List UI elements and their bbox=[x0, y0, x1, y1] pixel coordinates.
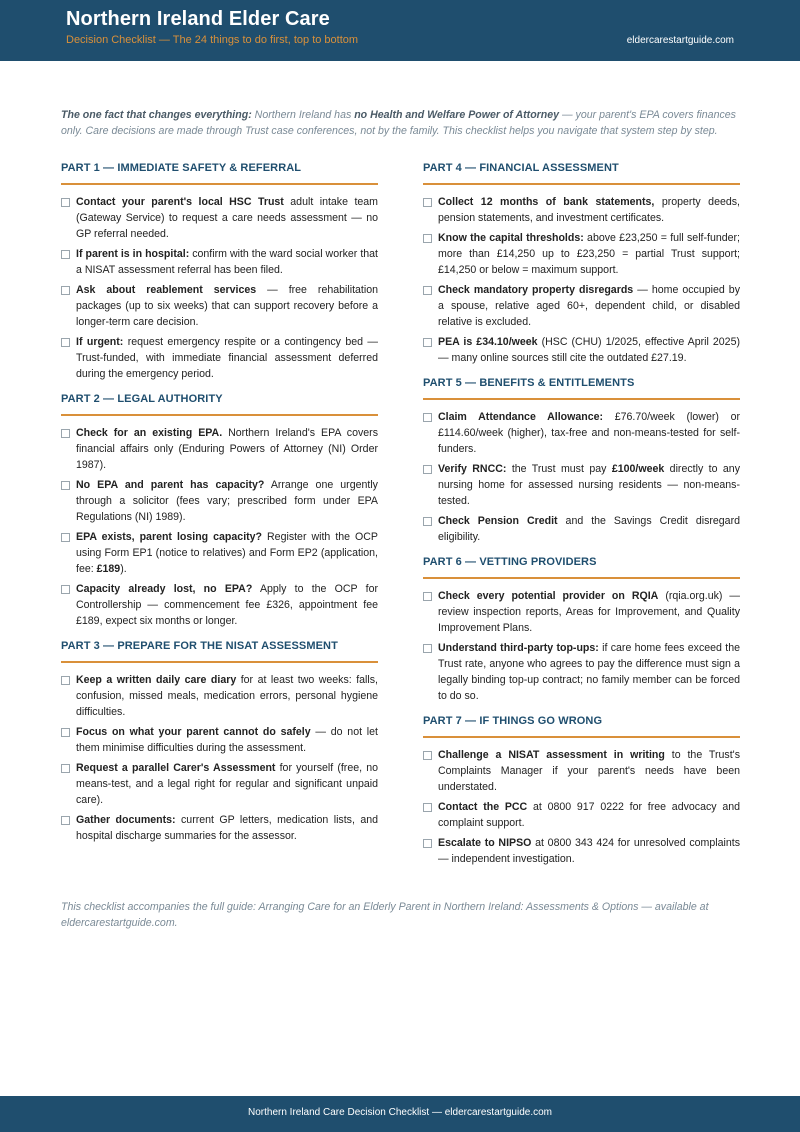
checkbox-icon[interactable] bbox=[61, 676, 70, 685]
footnote: This checklist accompanies the full guide: Arranging Care for an Elderly Parent in Northern Ireland: Assessments & Options — available at eldercarestartguide.com. bbox=[61, 901, 709, 929]
checklist-item[interactable] bbox=[61, 282, 378, 330]
header-site-link[interactable]: eldercarestartguide.com bbox=[626, 35, 734, 46]
checkbox-icon[interactable] bbox=[61, 429, 70, 438]
item-bold: Claim Attendance Allowance: bbox=[438, 411, 604, 423]
item-text: to the Trust's Complaints Manager if your parent's needs have been understated. bbox=[438, 749, 740, 793]
right-column bbox=[423, 160, 740, 876]
checklist-item[interactable] bbox=[61, 812, 378, 844]
item-text: — home occupied by a spouse, relative aged 60+, dependent child, or disabled relative is excluded. bbox=[438, 284, 740, 328]
checkbox-icon[interactable] bbox=[423, 644, 432, 653]
item-text: current GP letters, medication lists, and hospital discharge summaries for the assessor. bbox=[76, 814, 378, 842]
page-footer bbox=[0, 1096, 800, 1132]
checkbox-icon[interactable] bbox=[61, 198, 70, 207]
checkbox-icon[interactable] bbox=[61, 286, 70, 295]
section-title: PART 7 — IF THINGS GO WRONG bbox=[423, 713, 740, 738]
footer-text: Northern Ireland Care Decision Checklist — eldercarestartguide.com bbox=[247, 1107, 553, 1118]
item-text-end: directly to any nursing home for assessed nursing residents — non-means-tested. bbox=[438, 463, 740, 507]
checklist-item[interactable] bbox=[423, 230, 740, 278]
intro-text-a: Northern Ireland has bbox=[251, 109, 355, 121]
item-text: — do not let them minimise difficulties during the assessment. bbox=[76, 726, 378, 754]
item-text: and the Savings Credit disregard eligibility. bbox=[438, 515, 740, 543]
intro-text-b: — your parent's EPA covers finances only. Care decisions are made through Trust case conferences, not by the family. This checklist helps you navigate that system step by step. bbox=[61, 109, 736, 137]
checklist-item[interactable] bbox=[423, 799, 740, 831]
checklist-item[interactable] bbox=[61, 334, 378, 382]
item-text: Arrange one urgently through a solicitor (fees vary; prescribed form under EPA Regulations (NI) 1989). bbox=[76, 479, 378, 523]
item-text: Register with the OCP using Form EP1 (notice to relatives) and Form EP2 (application, fee: bbox=[76, 531, 379, 575]
section-part-1 bbox=[61, 160, 378, 382]
section-title: PART 3 — PREPARE FOR THE NISAT ASSESSMENT bbox=[61, 638, 378, 663]
checkbox-icon[interactable] bbox=[423, 592, 432, 601]
section-title: PART 2 — LEGAL AUTHORITY bbox=[61, 391, 378, 416]
item-bold: Request a parallel Carer's Assessment bbox=[76, 762, 276, 774]
checkbox-icon[interactable] bbox=[423, 751, 432, 760]
item-bold: PEA is £34.10/week bbox=[438, 336, 538, 348]
item-text: Apply to the OCP for Controllership — commencement fee £326, appointment fee £189, expect six months or longer. bbox=[76, 583, 378, 627]
checkbox-icon[interactable] bbox=[423, 286, 432, 295]
checkbox-icon[interactable] bbox=[61, 728, 70, 737]
item-bold: Challenge a NISAT assessment in writing bbox=[438, 749, 665, 761]
item-text: (rqia.org.uk) — review inspection reports, Areas for Improvement, and Quality Improvement Plans. bbox=[438, 590, 741, 634]
checklist-item[interactable] bbox=[61, 246, 378, 278]
checkbox-icon[interactable] bbox=[423, 517, 432, 526]
checkbox-icon[interactable] bbox=[61, 764, 70, 773]
checklist-item[interactable] bbox=[61, 529, 378, 577]
item-bold: Gather documents: bbox=[76, 814, 176, 826]
checklist-item[interactable] bbox=[423, 334, 740, 366]
checklist-item[interactable] bbox=[61, 477, 378, 525]
checkbox-icon[interactable] bbox=[61, 250, 70, 259]
item-bold: Keep a written daily care diary bbox=[76, 674, 237, 686]
item-bold: Focus on what your parent cannot do safely bbox=[76, 726, 311, 738]
checkbox-icon[interactable] bbox=[423, 803, 432, 812]
checkbox-icon[interactable] bbox=[61, 533, 70, 542]
checklist-item[interactable] bbox=[423, 588, 740, 636]
left-column bbox=[61, 160, 378, 853]
checklist-item[interactable] bbox=[423, 461, 740, 509]
item-text: adult intake team (Gateway Service) to request a care needs assessment — no GP referral needed. bbox=[76, 196, 378, 240]
item-bold: Escalate to NIPSO bbox=[438, 837, 532, 849]
item-bold: Check for an existing EPA. bbox=[76, 427, 223, 439]
checkbox-icon[interactable] bbox=[61, 338, 70, 347]
document-title: Northern Ireland Elder Care bbox=[66, 8, 330, 30]
section-title: PART 4 — FINANCIAL ASSESSMENT bbox=[423, 160, 740, 185]
item-text: request emergency respite or a contingency bed — Trust-funded, with immediate financial assessment deferred during the emergency period. bbox=[76, 336, 379, 380]
section-part-2 bbox=[61, 391, 378, 629]
item-text: at 0800 343 424 for unresolved complaints — independent investigation. bbox=[438, 837, 740, 865]
checkbox-icon[interactable] bbox=[423, 839, 432, 848]
item-bold: Know the capital thresholds: bbox=[438, 232, 584, 244]
item-bold: EPA exists, parent losing capacity? bbox=[76, 531, 263, 543]
checklist-item[interactable] bbox=[423, 640, 740, 704]
intro-paragraph bbox=[61, 107, 741, 139]
item-bold: Understand third-party top-ups: bbox=[438, 642, 599, 654]
item-bold: No EPA and parent has capacity? bbox=[76, 479, 265, 491]
item-bold-amount: £100/week bbox=[611, 463, 665, 475]
checkbox-icon[interactable] bbox=[423, 234, 432, 243]
checkbox-icon[interactable] bbox=[423, 465, 432, 474]
item-text: for at least two weeks: falls, confusion, missed meals, medication errors, personal hygiene difficulties. bbox=[76, 674, 378, 718]
item-text: property deeds, pension statements, and investment certificates. bbox=[438, 196, 740, 224]
item-text: at 0800 917 0222 for free advocacy and complaint support. bbox=[438, 801, 740, 829]
item-text: (HSC (CHU) 1/2025, effective April 2025) — many online sources still cite the outdated £27.19. bbox=[438, 336, 740, 364]
checkbox-icon[interactable] bbox=[61, 585, 70, 594]
intro-lead: The one fact that changes everything: bbox=[61, 109, 252, 121]
checkbox-icon[interactable] bbox=[423, 338, 432, 347]
checklist-item[interactable] bbox=[423, 409, 740, 457]
item-text-end: ). bbox=[120, 563, 127, 575]
item-bold: Verify RNCC: bbox=[438, 463, 507, 475]
checklist-item[interactable] bbox=[423, 513, 740, 545]
checklist-item[interactable] bbox=[61, 425, 378, 473]
item-text: above £23,250 = full self-funder; more than £14,250 up to £23,250 = partial Trust support; £14,250 or below = maximum support. bbox=[438, 232, 740, 276]
item-text: the Trust must pay bbox=[506, 463, 612, 475]
checkbox-icon[interactable] bbox=[423, 198, 432, 207]
checklist-item[interactable] bbox=[61, 760, 378, 808]
item-bold: If parent is in hospital: bbox=[76, 248, 190, 260]
item-text: £76.70/week (lower) or £114.60/week (higher), tax-free and non-means-tested for self-funders. bbox=[438, 411, 740, 455]
section-part-6 bbox=[423, 554, 740, 704]
checklist-item[interactable] bbox=[423, 282, 740, 330]
checklist-item[interactable] bbox=[61, 724, 378, 756]
item-bold: Capacity already lost, no EPA? bbox=[76, 583, 253, 595]
item-text: confirm with the ward social worker that a NISAT assessment referral has been filed. bbox=[76, 248, 379, 276]
section-title: PART 6 — VETTING PROVIDERS bbox=[423, 554, 740, 579]
checklist-item[interactable] bbox=[61, 672, 378, 720]
item-text: — free rehabilitation packages (up to six weeks) that can support recovery before a longer-term care decision. bbox=[76, 284, 378, 328]
checklist-item[interactable] bbox=[423, 194, 740, 226]
checklist-item[interactable] bbox=[423, 835, 740, 867]
section-part-5 bbox=[423, 375, 740, 545]
intro-emphasis: no Health and Welfare Power of Attorney bbox=[354, 109, 560, 121]
section-part-3 bbox=[61, 638, 378, 844]
item-text: Northern Ireland's EPA covers financial affairs only (Enduring Powers of Attorney (NI) Order 1987). bbox=[76, 427, 379, 471]
section-part-7 bbox=[423, 713, 740, 867]
item-text: for yourself (free, no means-test, and a legal right for regular and significant unpaid care). bbox=[76, 762, 378, 806]
item-bold: If urgent: bbox=[76, 336, 124, 348]
item-bold: Check every potential provider on RQIA bbox=[438, 590, 659, 602]
item-bold: Ask about reablement services bbox=[76, 284, 257, 296]
checklist-item[interactable] bbox=[61, 581, 378, 629]
checkbox-icon[interactable] bbox=[423, 413, 432, 422]
page-header bbox=[0, 0, 800, 61]
checklist-item[interactable] bbox=[423, 747, 740, 795]
section-title: PART 1 — IMMEDIATE SAFETY & REFERRAL bbox=[61, 160, 378, 185]
item-bold-fee: £189 bbox=[96, 563, 121, 575]
section-title: PART 5 — BENEFITS & ENTITLEMENTS bbox=[423, 375, 740, 400]
document-subtitle: Decision Checklist — The 24 things to do first, top to bottom bbox=[66, 34, 359, 46]
checkbox-icon[interactable] bbox=[61, 481, 70, 490]
section-part-4 bbox=[423, 160, 740, 366]
item-bold: Check Pension Credit bbox=[438, 515, 558, 527]
item-bold: Contact the PCC bbox=[438, 801, 528, 813]
item-bold: Contact your parent's local HSC Trust bbox=[76, 196, 284, 208]
item-bold: Collect 12 months of bank statements, bbox=[438, 196, 655, 208]
item-text: if care home fees exceed the Trust rate, anyone who agrees to pay the difference must sign a legally binding top-up contract; no family member can be forced to do so. bbox=[438, 642, 740, 702]
item-bold: Check mandatory property disregards bbox=[438, 284, 634, 296]
checklist-item[interactable] bbox=[61, 194, 378, 242]
checkbox-icon[interactable] bbox=[61, 816, 70, 825]
